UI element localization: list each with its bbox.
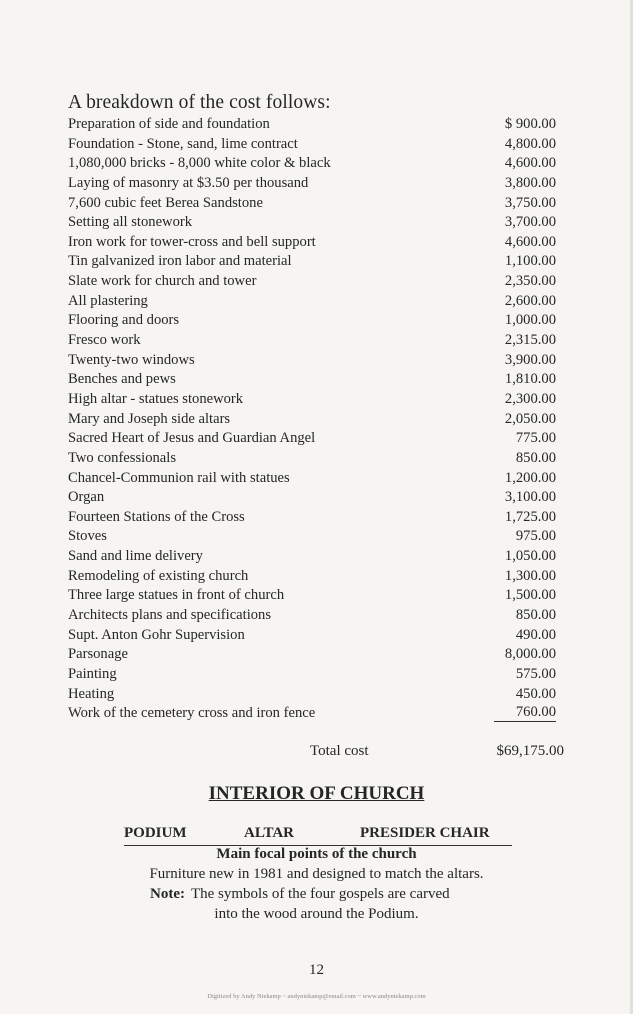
cost-item-label: Iron work for tower-cross and bell support bbox=[68, 233, 316, 250]
cost-row bbox=[68, 488, 564, 508]
cost-row bbox=[68, 586, 564, 606]
cost-row bbox=[68, 665, 564, 685]
digitized-credit: Digitized by Andy Niekamp ~ andyniekamp@email.com ~ www.andyniekamp.com bbox=[207, 993, 426, 1000]
cost-row bbox=[68, 606, 564, 626]
cost-item-label: Slate work for church and tower bbox=[68, 273, 257, 290]
cost-item-label: 1,080,000 bricks - 8,000 white color & black bbox=[68, 155, 331, 172]
cost-row bbox=[68, 527, 564, 547]
cost-item-label: High altar - statues stonework bbox=[68, 390, 244, 407]
note-line bbox=[150, 886, 450, 903]
focal-points-text: Main focal points of the church bbox=[216, 846, 417, 862]
cost-item-amount: 2,300.00 bbox=[504, 390, 556, 407]
cost-item-amount: 1,200.00 bbox=[504, 469, 556, 486]
cost-item-label: All plastering bbox=[68, 292, 148, 309]
cost-item-amount: 760.00 bbox=[494, 704, 556, 722]
cost-row bbox=[68, 252, 564, 272]
cost-item-amount: 1,725.00 bbox=[504, 508, 556, 525]
cost-row bbox=[68, 233, 564, 253]
interior-section-title: INTERIOR OF CHURCH bbox=[208, 783, 425, 804]
cost-item-label: Tin galvanized iron labor and material bbox=[68, 253, 292, 270]
cost-row bbox=[68, 469, 564, 489]
cost-item-amount: 490.00 bbox=[515, 626, 556, 643]
cost-row bbox=[68, 292, 564, 312]
cost-item-label: Organ bbox=[68, 489, 105, 506]
cost-row bbox=[68, 174, 564, 194]
cost-item-label: Fresco work bbox=[68, 332, 141, 349]
cost-item-label: Setting all stonework bbox=[68, 214, 193, 231]
cost-item-label: Work of the cemetery cross and iron fence bbox=[68, 705, 316, 722]
cost-item-label: Painting bbox=[68, 665, 117, 682]
cost-item-amount: 2,600.00 bbox=[504, 292, 556, 309]
total-cost-label: Total cost bbox=[310, 743, 369, 759]
interior-column-headings bbox=[124, 825, 512, 846]
note-label: Note: bbox=[150, 886, 185, 902]
cost-item-label: Supt. Anton Gohr Supervision bbox=[68, 626, 245, 643]
total-cost-value: $69,175.00 bbox=[496, 743, 564, 759]
cost-item-amount: 1,300.00 bbox=[504, 567, 556, 584]
cost-row bbox=[68, 390, 564, 410]
cost-item-label: Heating bbox=[68, 685, 115, 702]
cost-item-amount: 3,800.00 bbox=[504, 174, 556, 191]
cost-row bbox=[68, 331, 564, 351]
cost-item-amount: 3,750.00 bbox=[504, 194, 556, 211]
cost-item-label: Two confessionals bbox=[68, 449, 177, 466]
cost-item-label: Remodeling of existing church bbox=[68, 567, 249, 584]
cost-item-amount: 2,315.00 bbox=[504, 332, 556, 349]
cost-row bbox=[68, 685, 564, 705]
cost-row bbox=[68, 547, 564, 567]
cost-row bbox=[68, 311, 564, 331]
cost-item-amount: 1,810.00 bbox=[504, 371, 556, 388]
cost-row bbox=[68, 449, 564, 469]
cost-row bbox=[68, 626, 564, 646]
cost-row bbox=[68, 272, 564, 292]
cost-item-amount: 4,800.00 bbox=[504, 135, 556, 152]
cost-item-label: Stoves bbox=[68, 528, 107, 545]
breakdown-heading: A breakdown of the cost follows: bbox=[68, 92, 331, 113]
altar-heading: ALTAR bbox=[244, 825, 295, 841]
cost-item-label: Flooring and doors bbox=[68, 312, 180, 329]
cost-row bbox=[68, 429, 564, 449]
cost-item-amount: 8,000.00 bbox=[504, 646, 556, 663]
cost-item-label: Foundation - Stone, sand, lime contract bbox=[68, 135, 298, 152]
cost-item-label: Chancel-Communion rail with statues bbox=[68, 469, 290, 486]
cost-row bbox=[68, 115, 564, 135]
cost-item-amount: 3,900.00 bbox=[504, 351, 556, 368]
cost-item-label: Parsonage bbox=[68, 646, 128, 663]
cost-item-label: Benches and pews bbox=[68, 371, 176, 388]
cost-item-amount: 4,600.00 bbox=[504, 233, 556, 250]
cost-item-label: Architects plans and specifications bbox=[68, 607, 272, 624]
furniture-text: Furniture new in 1981 and designed to match the altars. bbox=[149, 866, 484, 882]
cost-item-amount: $ 900.00 bbox=[504, 116, 556, 132]
cost-breakdown-list bbox=[68, 115, 564, 724]
cost-item-amount: 450.00 bbox=[515, 685, 556, 702]
cost-item-amount: 775.00 bbox=[515, 430, 556, 447]
note-text-continued: into the wood around the Podium. bbox=[214, 906, 419, 922]
cost-row bbox=[68, 135, 564, 155]
cost-row bbox=[68, 351, 564, 371]
cost-item-amount: 2,050.00 bbox=[504, 410, 556, 427]
cost-item-label: Sacred Heart of Jesus and Guardian Angel bbox=[68, 430, 316, 447]
note-text: The symbols of the four gospels are carved bbox=[190, 886, 450, 902]
cost-row bbox=[68, 645, 564, 665]
cost-item-amount: 1,500.00 bbox=[504, 587, 556, 604]
cost-item-amount: 850.00 bbox=[515, 607, 556, 624]
cost-item-amount: 1,050.00 bbox=[504, 548, 556, 565]
cost-item-label: Mary and Joseph side altars bbox=[68, 410, 231, 427]
presider-chair-heading: PRESIDER CHAIR bbox=[360, 825, 490, 841]
cost-item-label: Sand and lime delivery bbox=[68, 548, 203, 565]
cost-item-label: Fourteen Stations of the Cross bbox=[68, 508, 245, 525]
cost-row bbox=[68, 154, 564, 174]
cost-item-amount: 2,350.00 bbox=[504, 273, 556, 290]
cost-item-label: Three large statues in front of church bbox=[68, 587, 285, 604]
cost-item-amount: 850.00 bbox=[515, 449, 556, 466]
cost-item-label: 7,600 cubic feet Berea Sandstone bbox=[68, 194, 263, 211]
cost-row bbox=[68, 213, 564, 233]
cost-item-amount: 975.00 bbox=[515, 528, 556, 545]
cost-row bbox=[68, 567, 564, 587]
page-number: 12 bbox=[309, 962, 324, 978]
cost-row bbox=[68, 370, 564, 390]
cost-item-label: Preparation of side and foundation bbox=[68, 116, 270, 132]
cost-row bbox=[68, 410, 564, 430]
podium-heading: PODIUM bbox=[124, 825, 187, 841]
cost-item-amount: 575.00 bbox=[515, 665, 556, 682]
cost-item-label: Laying of masonry at $3.50 per thousand bbox=[68, 174, 309, 191]
cost-item-amount: 4,600.00 bbox=[504, 155, 556, 172]
cost-item-amount: 1,100.00 bbox=[504, 253, 556, 270]
cost-item-amount: 3,700.00 bbox=[504, 214, 556, 231]
cost-item-label: Twenty-two windows bbox=[68, 351, 195, 368]
cost-row bbox=[68, 704, 564, 724]
cost-item-amount: 1,000.00 bbox=[504, 312, 556, 329]
cost-row bbox=[68, 508, 564, 528]
cost-item-amount: 3,100.00 bbox=[504, 489, 556, 506]
cost-row bbox=[68, 194, 564, 214]
